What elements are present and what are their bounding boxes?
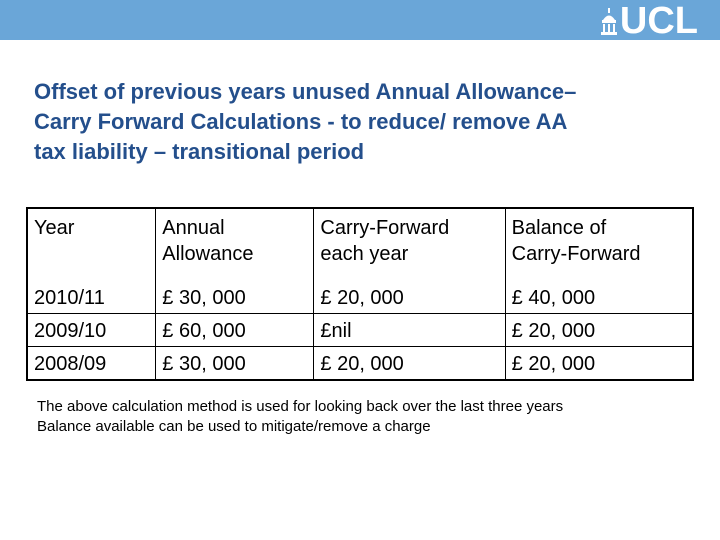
cell-annual-allowance: £ 60, 000	[156, 314, 314, 347]
carry-forward-table	[26, 207, 694, 381]
cell-balance: £ 20, 000	[505, 314, 693, 347]
table-row	[27, 314, 693, 347]
cell-balance: £ 20, 000	[505, 347, 693, 381]
title-line: Offset of previous years unused Annual Allowance–	[34, 79, 577, 104]
table-header-row	[27, 208, 693, 281]
page-title	[34, 77, 694, 167]
title-line: tax liability – transitional period	[34, 139, 365, 164]
header-annual-allowance: Annual Allowance	[156, 208, 314, 281]
cell-balance: £ 40, 000	[505, 281, 693, 314]
cell-carry-forward: £ 20, 000	[314, 347, 505, 381]
footnote-line: The above calculation method is used for looking back over the last three years	[37, 398, 564, 415]
table-row	[27, 347, 693, 381]
title-line: Carry Forward Calculations - to reduce/ remove AA	[34, 109, 568, 134]
footnotes	[37, 397, 563, 437]
ucl-logo	[600, 2, 698, 40]
header-carry-forward-each-year: Carry-Forward each year	[314, 208, 505, 281]
cell-year: 2008/09	[27, 347, 156, 381]
cell-carry-forward: £ 20, 000	[314, 281, 505, 314]
header-balance-of-carry-forward: Balance of Carry-Forward	[505, 208, 693, 281]
cell-year: 2009/10	[27, 314, 156, 347]
header-bar	[0, 0, 720, 40]
cell-annual-allowance: £ 30, 000	[156, 281, 314, 314]
cell-annual-allowance: £ 30, 000	[156, 347, 314, 381]
cell-year: 2010/11	[34, 287, 105, 309]
cell-carry-forward: £nil	[314, 314, 505, 347]
table-row	[27, 281, 693, 314]
portico-dome-icon	[600, 8, 618, 36]
logo-text: UCL	[619, 0, 698, 42]
header-year: Year	[34, 217, 75, 239]
footnote-line: Balance available can be used to mitigate/remove a charge	[37, 418, 431, 435]
